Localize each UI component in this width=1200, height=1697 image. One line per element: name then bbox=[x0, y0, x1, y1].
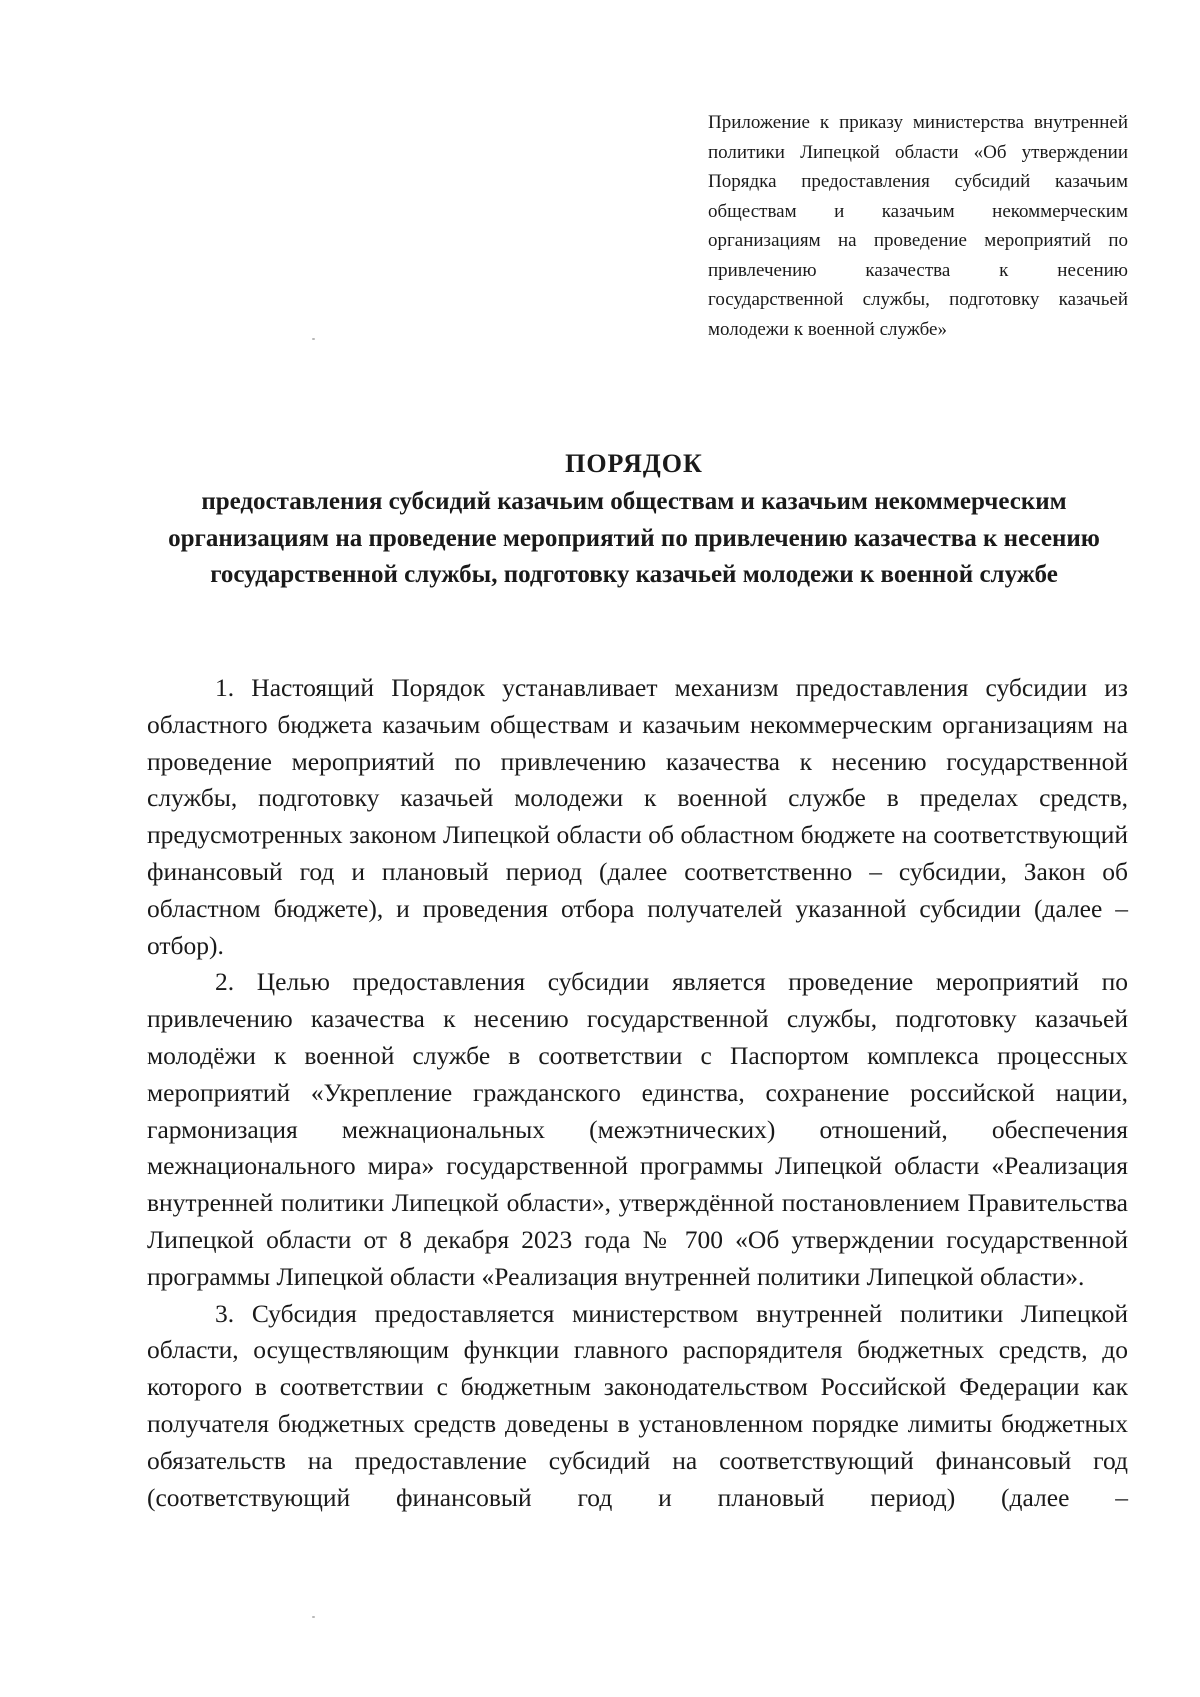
scan-artifact bbox=[312, 338, 315, 340]
paragraph-1: 1. Настоящий Порядок устанавливает механизм предоставления субсидии из областного бюджета казачьим обществам и казачьим некоммерческим организациям на проведение мероприятий по привлечению казачества к несению государственной службы, подготовку казачьей молодежи к военной службе в пределах средств, предусмотренных законом Липецкой области об областном бюджете на соответствующий финансовый год и плановый период (далее соответственно – субсидии, Закон об областном бюджете), и проведения отбора получателей указанной субсидии (далее – отбор). bbox=[147, 673, 1128, 960]
document-subtitle: предоставления субсидий казачьим обществам и казачьим некоммерческим организациям на проведение мероприятий по привлечению казачества к несению государственной службы, подготовку казачьей молодежи к военной службе bbox=[168, 488, 1100, 588]
appendix-note: Приложение к приказу министерства внутренней политики Липецкой области «Об утверждении Порядка предоставления субсидий казачьим обществам и казачьим некоммерческим организациям на проведение мероприятий по привлечению казачества к несению государственной службы, подготовку казачьей молодежи к военной службе» bbox=[708, 112, 1128, 340]
paragraph-2: 2. Целью предоставления субсидии является проведение мероприятий по привлечению казачества к несению государственной службы, подготовку казачьей молодёжи к военной службе в соответствии с Паспортом комплекса процессных мероприятий «Укрепление гражданского единства, сохранение российской нации, гармонизация межнациональных (межэтнических) отношений, обеспечения межнационального мира» государственной программы Липецкой области «Реализация внутренней политики Липецкой области», утверждённой постановлением Правительства Липецкой области от 8 декабря 2023 года № 700 «Об утверждении государственной программы Липецкой области «Реализация внутренней политики Липецкой области». bbox=[147, 967, 1128, 1291]
document-title-block bbox=[140, 446, 1128, 594]
document-title: ПОРЯДОК bbox=[565, 449, 703, 478]
paragraph-3: 3. Субсидия предоставляется министерством внутренней политики Липецкой области, осуществляющим функции главного распорядителя бюджетных средств, до которого в соответствии с бюджетным законодательством Российской Федерации как получателя бюджетных средств доведены в установленном порядке лимиты бюджетных обязательств на предоставление субсидий на соответствующий финансовый год (соответствующий финансовый год и плановый период) (далее – bbox=[147, 1298, 1128, 1512]
scan-artifact bbox=[312, 1616, 315, 1618]
document-body bbox=[147, 670, 1128, 1516]
